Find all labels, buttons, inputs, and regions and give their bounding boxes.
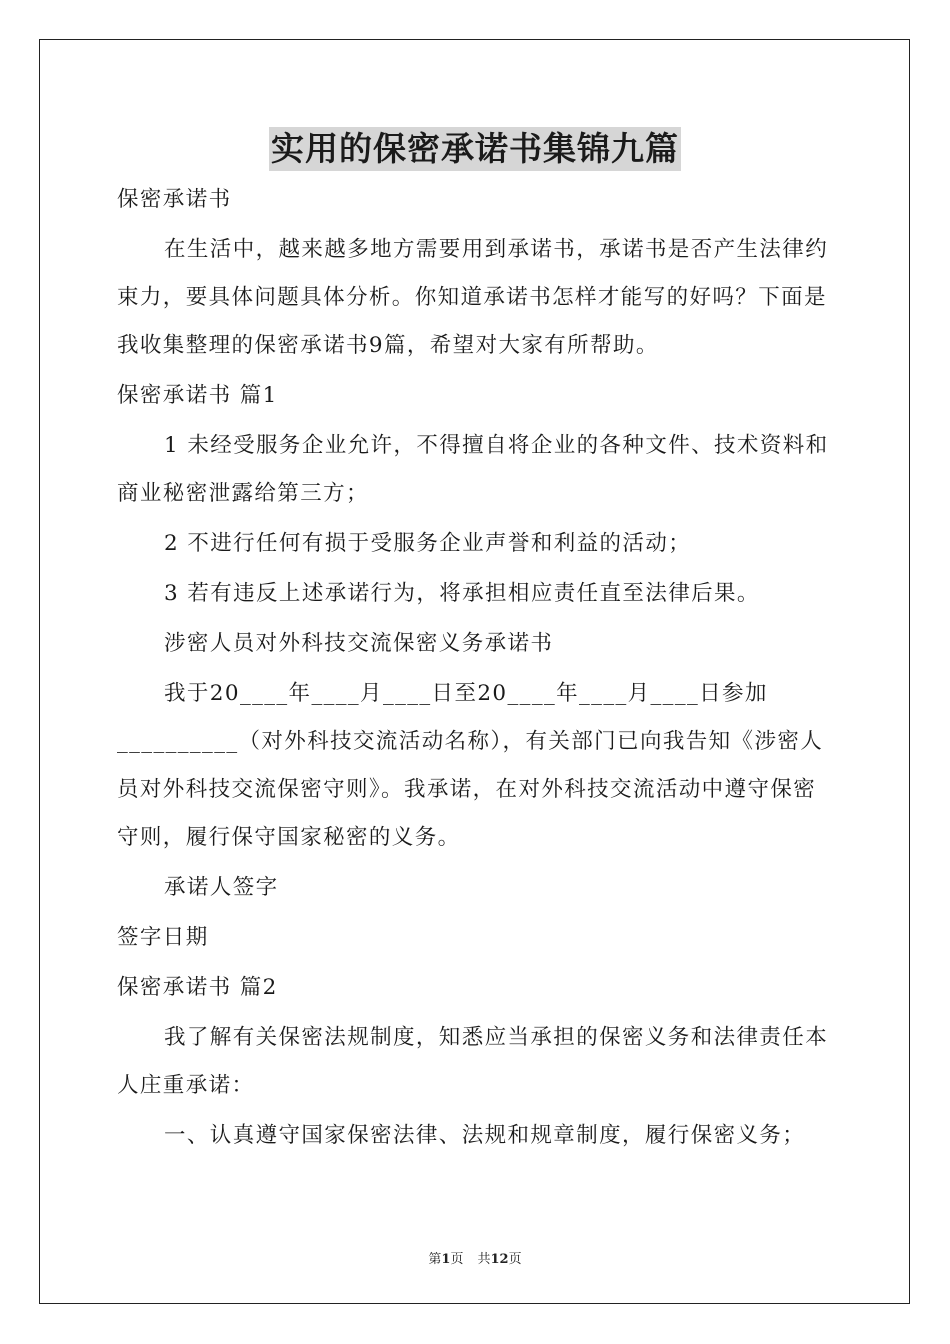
paragraph: 我了解有关保密法规制度，知悉应当承担的保密义务和法律责任本人庄重承诺： <box>117 1025 829 1098</box>
footer-page-prefix: 第 <box>428 1252 442 1267</box>
signature-line: 承诺人签字 <box>164 875 279 900</box>
paragraph: 3 若有违反上述承诺行为，将承担相应责任直至法律后果。 <box>164 581 760 606</box>
paragraph: 在生活中，越来越多地方需要用到承诺书，承诺书是否产生法律约束力，要具体问题具体分析。你知道承诺书怎样才能写的好吗？下面是我收集整理的保密承诺书9篇，希望对大家有所帮助。 <box>117 237 829 358</box>
page-footer <box>0 1248 950 1267</box>
paragraph: 保密承诺书 <box>117 187 232 212</box>
section-heading: 保密承诺书 篇2 <box>117 975 278 1000</box>
document-body <box>117 176 833 1162</box>
subheading: 涉密人员对外科技交流保密义务承诺书 <box>164 631 554 656</box>
paragraph: 1 未经受服务企业允许，不得擅自将企业的各种文件、技术资料和商业秘密泄露给第三方； <box>117 433 829 506</box>
date-line: 签字日期 <box>117 925 209 950</box>
footer-page-suffix: 页 <box>450 1252 464 1267</box>
paragraph: 2 不进行任何有损于受服务企业声誉和利益的活动； <box>164 531 692 556</box>
footer-page-number: 1 <box>441 1252 451 1267</box>
document-title: 实用的保密承诺书集锦九篇 <box>269 127 681 171</box>
footer-total-number: 12 <box>490 1252 509 1267</box>
footer-total-prefix: 共 <box>477 1252 491 1267</box>
paragraph: 一、认真遵守国家保密法律、法规和规章制度，履行保密义务； <box>164 1123 806 1148</box>
section-heading: 保密承诺书 篇1 <box>117 383 278 408</box>
paragraph: 我于20____年____月____日至20____年____月____日参加 __________（对外科技交流活动名称），有关部门已向我告知《涉密人员对外科技交流保密守则》。我承诺，在对外科技交流活动中遵守保密守则，履行保守国家秘密的义务。 <box>117 681 824 850</box>
footer-total-suffix: 页 <box>508 1252 522 1267</box>
title-container <box>0 127 950 171</box>
